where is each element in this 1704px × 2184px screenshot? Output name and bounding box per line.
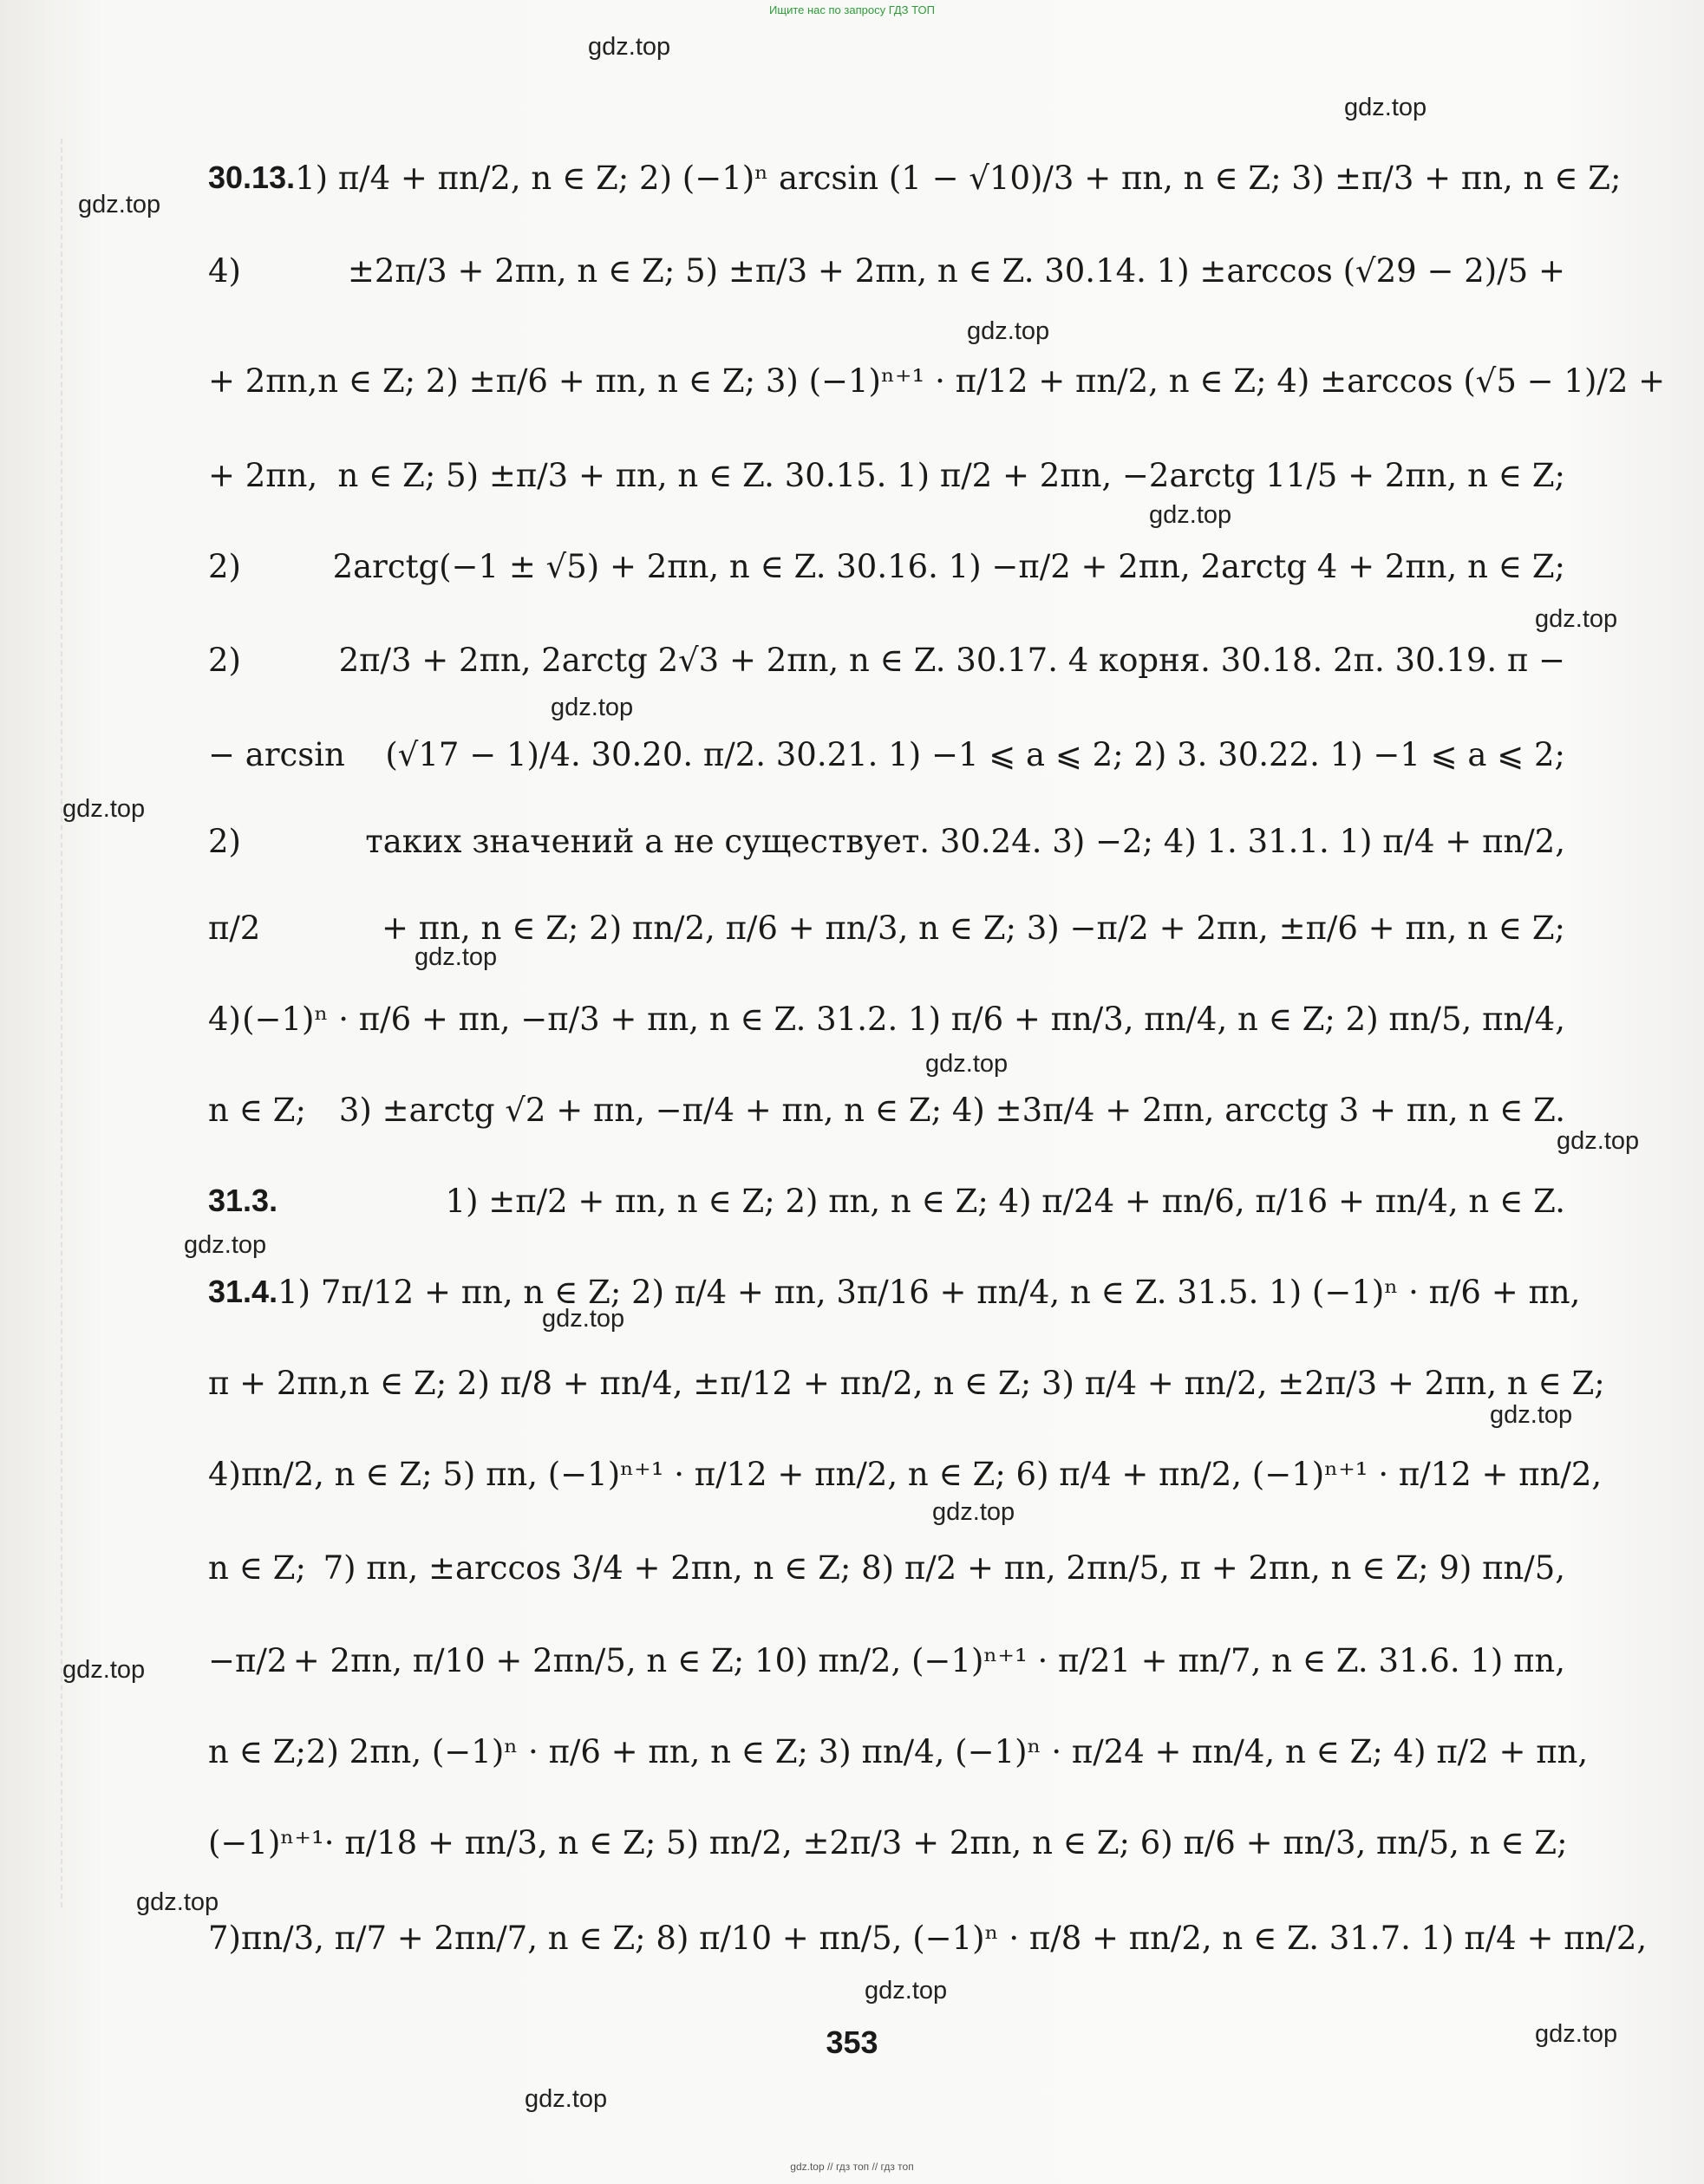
answer-line: + 2πn, n ∈ Z; 2) ±π/6 + πn, n ∈ Z; 3) (−1)ⁿ⁺¹ · π/12 + πn/2, n ∈ Z; 4) ±arccos (√5 − 1)/2 + bbox=[208, 362, 1666, 400]
answer-line: π + 2πn, n ∈ Z; 2) π/8 + πn/4, ±π/12 + πn/2, n ∈ Z; 3) π/4 + πn/2, ±2π/3 + 2πn, n ∈ Z; bbox=[208, 1364, 1605, 1402]
answer-line: −π/2 + 2πn, π/10 + 2πn/5, n ∈ Z; 10) πn/2, (−1)ⁿ⁺¹ · π/21 + πn/7, n ∈ Z. 31.6. 1) πn, bbox=[208, 1641, 1565, 1679]
watermark[interactable]: gdz.top bbox=[1149, 501, 1232, 529]
watermark[interactable]: gdz.top bbox=[525, 2085, 608, 2113]
answer-line: n ∈ Z; 2) 2πn, (−1)ⁿ · π/6 + πn, n ∈ Z; 3) πn/4, (−1)ⁿ · π/24 + πn/4, n ∈ Z; 4) π/2 + πn, bbox=[208, 1732, 1589, 1770]
page-number: 353 bbox=[826, 2024, 878, 2060]
answer-line: n ∈ Z; 7) πn, ±arccos 3/4 + 2πn, n ∈ Z; 8) π/2 + πn, 2πn/5, π + 2πn, n ∈ Z; 9) πn/5, bbox=[208, 1548, 1565, 1587]
answer-line: + 2πn, n ∈ Z; 5) ±π/3 + πn, n ∈ Z. 30.15. 1) π/2 + 2πn, −2arctg 11/5 + 2πn, n ∈ Z; bbox=[208, 456, 1565, 494]
binding-edge bbox=[61, 139, 80, 1907]
watermark[interactable]: gdz.top bbox=[1344, 94, 1427, 121]
answer-line: 30.13. 1) π/4 + πn/2, n ∈ Z; 2) (−1)ⁿ arcsin (1 − √10)/3 + πn, n ∈ Z; 3) ±π/3 + πn, n ∈ Z; bbox=[208, 159, 1622, 197]
watermark[interactable]: gdz.top bbox=[551, 694, 634, 721]
answer-line: 4) πn/2, n ∈ Z; 5) πn, (−1)ⁿ⁺¹ · π/12 + πn/2, n ∈ Z; 6) π/4 + πn/2, (−1)ⁿ⁺¹ · π/12 + πn/2, bbox=[208, 1455, 1603, 1493]
watermark[interactable]: gdz.top bbox=[542, 1305, 625, 1333]
watermark[interactable]: gdz.top bbox=[415, 943, 498, 971]
answer-line: − arcsin (√17 − 1)/4. 30.20. π/2. 30.21. 1) −1 ⩽ a ⩽ 2; 2) 3. 30.22. 1) −1 ⩽ a ⩽ 2; bbox=[208, 735, 1565, 773]
answer-line: 31.3. 1) ±π/2 + πn, n ∈ Z; 2) πn, n ∈ Z; 4) π/24 + πn/6, π/16 + πn/4, n ∈ Z. bbox=[208, 1182, 1565, 1220]
watermark[interactable]: gdz.top bbox=[1557, 1127, 1640, 1155]
watermark[interactable]: gdz.top bbox=[136, 1888, 219, 1916]
answer-line: 4) ±2π/3 + 2πn, n ∈ Z; 5) ±π/3 + 2πn, n ∈ Z. 30.14. 1) ±arccos (√29 − 2)/5 + bbox=[208, 251, 1565, 290]
watermark[interactable]: gdz.top bbox=[865, 1977, 948, 2005]
watermark[interactable]: gdz.top bbox=[62, 1656, 146, 1684]
answer-line: 2) 2arctg(−1 ± √5) + 2πn, n ∈ Z. 30.16. 1) −π/2 + 2πn, 2arctg 4 + 2πn, n ∈ Z; bbox=[208, 547, 1565, 585]
footer-links[interactable]: gdz.top // гдз топ // гдз топ bbox=[790, 2161, 914, 2173]
watermark[interactable]: gdz.top bbox=[184, 1231, 267, 1259]
answer-line: 4) (−1)ⁿ · π/6 + πn, −π/3 + πn, n ∈ Z. 31.2. 1) π/6 + πn/3, πn/4, n ∈ Z; 2) πn/5, πn/4, bbox=[208, 1000, 1565, 1038]
watermark[interactable]: gdz.top bbox=[967, 317, 1050, 345]
answer-line: (−1)ⁿ⁺¹ · π/18 + πn/3, n ∈ Z; 5) πn/2, ±2π/3 + 2πn, n ∈ Z; 6) π/6 + πn/3, πn/5, n ∈ Z; bbox=[208, 1823, 1568, 1861]
watermark[interactable]: gdz.top bbox=[588, 33, 671, 61]
watermark[interactable]: gdz.top bbox=[925, 1050, 1009, 1078]
watermark[interactable]: gdz.top bbox=[62, 795, 146, 823]
answer-line: 31.4. 1) 7π/12 + πn, n ∈ Z; 2) π/4 + πn, 3π/16 + πn/4, n ∈ Z. 31.5. 1) (−1)ⁿ · π/6 + πn, bbox=[208, 1273, 1581, 1311]
answer-line: 2) 2π/3 + 2πn, 2arctg 2√3 + 2πn, n ∈ Z. 30.17. 4 корня. 30.18. 2π. 30.19. π − bbox=[208, 641, 1565, 679]
watermark[interactable]: gdz.top bbox=[78, 191, 161, 218]
answer-line: π/2 + πn, n ∈ Z; 2) πn/2, π/6 + πn/3, n ∈ Z; 3) −π/2 + 2πn, ±π/6 + πn, n ∈ Z; bbox=[208, 909, 1565, 947]
watermark[interactable]: gdz.top bbox=[932, 1498, 1015, 1526]
top-search-note: Ищите нас по запросу ГДЗ ТОП bbox=[769, 3, 935, 16]
answer-line: 7) πn/3, π/7 + 2πn/7, n ∈ Z; 8) π/10 + πn/5, (−1)ⁿ · π/8 + πn/2, n ∈ Z. 31.7. 1) π/4 + πn/2, bbox=[208, 1919, 1648, 1957]
answer-line: n ∈ Z; 3) ±arctg √2 + πn, −π/4 + πn, n ∈ Z; 4) ±3π/4 + 2πn, arcctg 3 + πn, n ∈ Z. bbox=[208, 1091, 1565, 1129]
watermark[interactable]: gdz.top bbox=[1535, 605, 1618, 633]
watermark[interactable]: gdz.top bbox=[1535, 2020, 1618, 2048]
watermark[interactable]: gdz.top bbox=[1490, 1401, 1573, 1429]
answer-line: 2) таких значений a не существует. 30.24. 3) −2; 4) 1. 31.1. 1) π/4 + πn/2, bbox=[208, 822, 1565, 860]
